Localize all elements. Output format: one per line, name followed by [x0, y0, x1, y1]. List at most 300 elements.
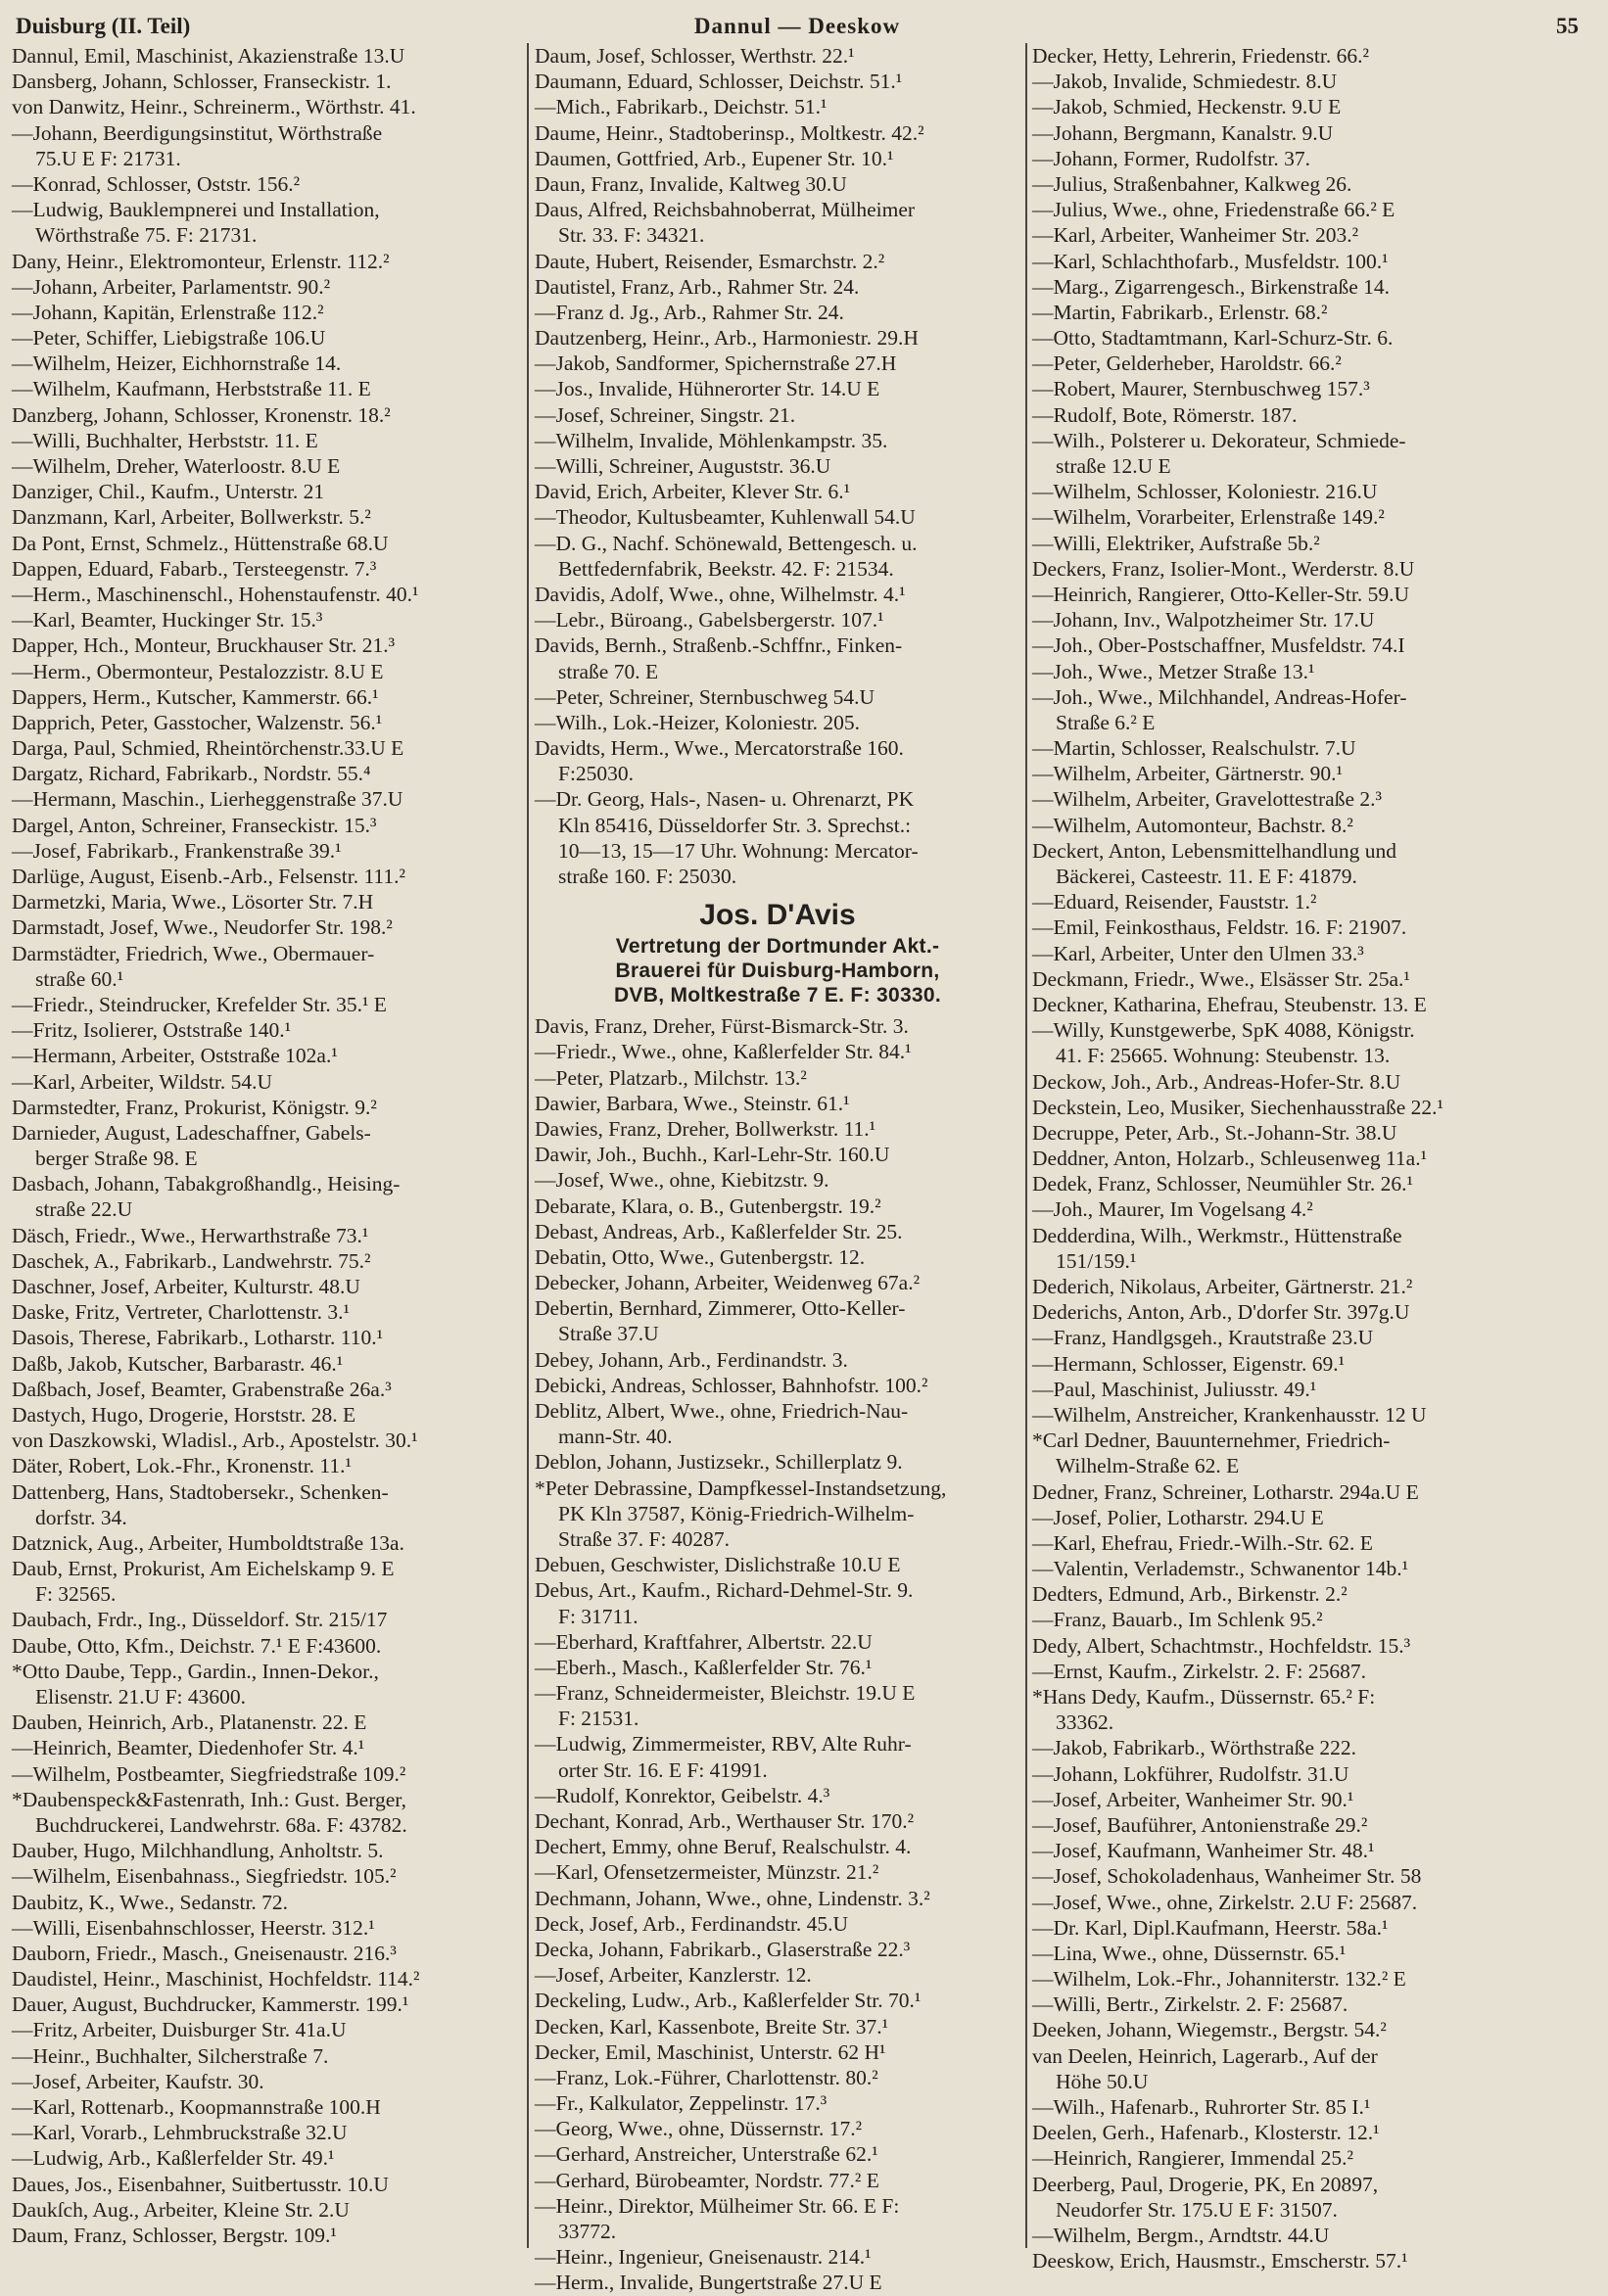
entry-line: —Willi, Bertr., Zirkelstr. 2. F: 25687.	[1032, 1992, 1348, 2017]
entry-line: —Willi, Buchhalter, Herbststr. 11. E	[12, 428, 318, 452]
directory-entry	[1032, 1556, 1598, 1581]
entry-line: Dautzenberg, Heinr., Arb., Harmoniestr. 29.H	[535, 326, 919, 351]
entry-line: Wilhelm-Straße 62. E	[1056, 1454, 1240, 1478]
directory-entry	[1032, 1607, 1598, 1632]
entry-line: Debertin, Bernhard, Zimmerer, Otto-Keller-	[535, 1296, 906, 1321]
directory-entry	[1032, 786, 1598, 812]
directory-entry	[535, 351, 1020, 376]
directory-entry	[535, 1476, 1020, 1553]
entry-line: Deddner, Anton, Holzarb., Schleusenweg 11a.¹	[1032, 1147, 1428, 1171]
directory-entry	[1032, 1684, 1598, 1735]
entry-line: Danzmann, Karl, Arbeiter, Bollwerkstr. 5.²	[12, 505, 371, 530]
entry-line: —Emil, Feinkosthaus, Feldstr. 16. F: 21907.	[1032, 915, 1407, 940]
entry-line: —Johann, Inv., Walpotzheimer Str. 17.U	[1032, 608, 1375, 633]
directory-entry	[535, 1834, 1020, 1859]
directory-entry	[535, 428, 1020, 453]
entry-line: Deckert, Anton, Lebensmittelhandlung und	[1032, 838, 1396, 863]
entry-line: Dappers, Herm., Kutscher, Kammerstr. 66.¹	[12, 684, 379, 709]
directory-entry	[535, 633, 1020, 683]
entry-line: Deblon, Johann, Justizsekr., Schillerplatz 9.	[535, 1450, 903, 1475]
directory-entry	[12, 1223, 523, 1248]
entry-line: —Josef, Kaufmann, Wanheimer Str. 48.¹	[1032, 1839, 1375, 1863]
directory-entry	[12, 1248, 523, 1274]
entry-line: —Jakob, Sandformer, Spichernstraße 27.H	[535, 351, 897, 376]
entry-line: —Heinrich, Rangierer, Immendal 25.²	[1032, 2146, 1353, 2171]
entry-line: —Joh., Wwe., Metzer Straße 13.¹	[1032, 659, 1315, 683]
directory-entry	[12, 2069, 523, 2094]
entry-line: Dansberg, Johann, Schlosser, Franseckistr. 1.	[12, 70, 392, 94]
entry-line: Darmetzki, Maria, Wwe., Lösorter Str. 7.H	[12, 890, 374, 914]
entry-line: Debatin, Otto, Wwe., Gutenbergstr. 12.	[535, 1244, 866, 1269]
column-divider	[527, 43, 529, 2248]
directory-entry	[535, 197, 1020, 248]
entry-line: —Herm., Maschinenschl., Hohenstaufenstr. 40.¹	[12, 582, 419, 606]
directory-entry	[12, 1556, 523, 1607]
entry-line: —Theodor, Kultusbeamter, Kuhlenwall 54.U	[535, 505, 916, 530]
directory-entry	[12, 197, 523, 248]
entry-line: —Lebr., Büroang., Gabelsbergerstr. 107.¹	[535, 608, 884, 633]
directory-entry	[12, 376, 523, 401]
entry-line: —Johann, Former, Rudolfstr. 37.	[1032, 146, 1311, 170]
directory-entry	[1032, 479, 1598, 504]
advertisement-line: Brauerei für Duisburg-Hamborn,	[615, 960, 940, 983]
directory-entry	[12, 2223, 523, 2248]
directory-entry	[535, 607, 1020, 633]
directory-entry	[535, 1091, 1020, 1116]
directory-entry	[1032, 94, 1598, 119]
directory-entry	[1032, 1659, 1598, 1684]
entry-line: Da Pont, Ernst, Schmelz., Hüttenstraße 68.U	[12, 531, 389, 555]
directory-entry	[535, 1629, 1020, 1655]
entry-line: —Gerhard, Anstreicher, Unterstraße 62.¹	[535, 2142, 878, 2167]
directory-entry	[535, 120, 1020, 146]
directory-entry	[12, 1325, 523, 1350]
entry-line: dorfstr. 34.	[35, 1505, 127, 1529]
entry-line: Debey, Johann, Arb., Ferdinandstr. 3.	[535, 1347, 848, 1372]
directory-entry	[1032, 761, 1598, 786]
directory-entry	[535, 531, 1020, 582]
entry-line: —Eberh., Masch., Kaßlerfelder Str. 76.¹	[535, 1655, 873, 1679]
entry-line: 33772.	[558, 2220, 617, 2243]
entry-line: Bäckerei, Casteestr. 11. E F: 41879.	[1056, 865, 1357, 888]
entry-line: Dawir, Joh., Buchh., Karl-Lehr-Str. 160.U	[535, 1143, 890, 1167]
entry-line: Dasbach, Johann, Tabakgroßhandlg., Heising-	[12, 1172, 401, 1196]
entry-line: —Ludwig, Arb., Kaßlerfelder Str. 49.¹	[12, 2146, 335, 2171]
entry-line: Decken, Karl, Kassenbote, Breite Str. 37.¹	[535, 2014, 889, 2038]
directory-entry	[1032, 1223, 1598, 1274]
entry-line: Decker, Hetty, Lehrerin, Friedenstr. 66.²	[1032, 44, 1369, 68]
entry-line: —Eberhard, Kraftfahrer, Albertstr. 22.U	[535, 1629, 873, 1654]
directory-entry	[12, 1530, 523, 1556]
directory-entry	[1032, 1479, 1598, 1505]
directory-entry	[535, 1270, 1020, 1295]
entry-line: —Wilhelm, Postbeamter, Siegfriedstraße 109.²	[12, 1761, 406, 1786]
directory-entry	[535, 2168, 1020, 2193]
directory-entry	[12, 556, 523, 582]
entry-line: Debecker, Johann, Arbeiter, Weidenweg 67a.²	[535, 1271, 921, 1295]
directory-entry	[535, 1219, 1020, 1244]
entry-line: 10—13, 15—17 Uhr. Wohnung: Mercator-	[558, 838, 919, 863]
directory-entry	[535, 1398, 1020, 1449]
entry-line: straße 70. E	[558, 659, 659, 683]
entry-line: Straße 6.² E	[1056, 710, 1156, 734]
entry-line: Darnieder, August, Ladeschaffner, Gabels-	[12, 1120, 371, 1145]
entry-line: Darmstadt, Josef, Wwe., Neudorfer Str. 198.²	[12, 915, 393, 940]
page-number: 55	[1556, 14, 1579, 38]
directory-entry	[1032, 2017, 1598, 2042]
directory-entry	[12, 1299, 523, 1325]
entry-line: —Wilhelm, Invalide, Möhlenkampstr. 35.	[535, 428, 888, 452]
directory-entry	[12, 582, 523, 607]
entry-line: *Carl Dedner, Bauunternehmer, Friedrich-	[1032, 1429, 1391, 1453]
entry-line: —Julius, Wwe., ohne, Friedenstraße 66.² E	[1032, 198, 1395, 222]
entry-line: Dapprich, Peter, Gasstocher, Walzenstr. 56.¹	[12, 710, 383, 734]
directory-entry	[535, 453, 1020, 479]
directory-entry	[1032, 1761, 1598, 1787]
directory-entry	[12, 94, 523, 119]
entry-line: F: 21531.	[558, 1707, 639, 1731]
directory-entry	[535, 249, 1020, 274]
entry-line: Däsch, Friedr., Wwe., Herwarthstraße 73.¹	[12, 1223, 369, 1247]
directory-entry	[535, 1295, 1020, 1346]
directory-entry	[535, 582, 1020, 607]
entry-line: —Eduard, Reisender, Fauststr. 1.²	[1032, 890, 1317, 914]
entry-line: —Gerhard, Bürobeamter, Nordstr. 77.² E	[535, 2168, 879, 2192]
entry-line: —Johann, Bergmann, Kanalstr. 9.U	[1032, 120, 1334, 145]
entry-line: Daun, Franz, Invalide, Kaltweg 30.U	[535, 171, 847, 196]
directory-entry	[535, 300, 1020, 325]
entry-line: —Josef, Arbeiter, Kaufstr. 30.	[12, 2069, 264, 2093]
entry-line: —Wilhelm, Eisenbahnass., Siegfriedstr. 105.²	[12, 1864, 397, 1889]
entry-line: Daube, Otto, Kfm., Deichstr. 7.¹ E F:43600.	[12, 1633, 382, 1658]
directory-entry	[1032, 197, 1598, 222]
directory-entry	[535, 1194, 1020, 1219]
entry-line: —Wilhelm, Bergm., Arndtstr. 44.U	[1032, 2223, 1330, 2247]
entry-line: —Peter, Platzarb., Milchstr. 13.²	[535, 1065, 807, 1090]
entry-line: —Wilhelm, Dreher, Waterloostr. 8.U E	[12, 454, 341, 478]
directory-entry	[535, 1962, 1020, 1988]
entry-line: —Georg, Wwe., ohne, Düssernstr. 17.²	[535, 2117, 863, 2141]
directory-entry	[1032, 1863, 1598, 1889]
directory-entry	[12, 351, 523, 376]
entry-line: Dattenberg, Hans, Stadtobersekr., Schenken-	[12, 1479, 389, 1504]
entry-line: —Josef, Arbeiter, Kanzlerstr. 12.	[535, 1963, 812, 1988]
directory-entry	[535, 325, 1020, 351]
directory-entry	[1032, 146, 1598, 171]
directory-entry	[1032, 1095, 1598, 1120]
directory-entry	[1032, 504, 1598, 530]
directory-entry	[1032, 607, 1598, 633]
directory-entry	[12, 2172, 523, 2197]
entry-line: —Wilh., Hafenarb., Ruhrorter Str. 85 I.¹	[1032, 2095, 1371, 2119]
entry-line: —Mich., Fabrikarb., Deichstr. 51.¹	[535, 95, 828, 119]
directory-column-1	[12, 43, 523, 2248]
entry-line: —Konrad, Schlosser, Oststr. 156.²	[12, 171, 301, 196]
entry-line: —Hermann, Maschin., Lierheggenstraße 37.U	[12, 787, 403, 812]
entry-line: —Lina, Wwe., ohne, Düssernstr. 65.¹	[1032, 1941, 1347, 1965]
directory-entry	[1032, 222, 1598, 248]
directory-entry	[1032, 633, 1598, 658]
entry-line: van Deelen, Heinrich, Lagerarb., Auf der	[1032, 2043, 1378, 2068]
directory-entry	[12, 1120, 523, 1171]
directory-entry	[12, 120, 523, 171]
entry-line: straße 12.U E	[1056, 454, 1171, 478]
directory-entry	[535, 710, 1020, 735]
entry-line: —Peter, Schiffer, Liebigstraße 106.U	[12, 326, 326, 351]
entry-line: —Jos., Invalide, Hühnerorter Str. 14.U E	[535, 377, 880, 401]
directory-entry	[12, 2094, 523, 2120]
entry-line: —Rudolf, Konrektor, Geibelstr. 4.³	[535, 1783, 830, 1807]
entry-line: —Karl, Beamter, Huckinger Str. 15.³	[12, 608, 323, 633]
directory-entry	[12, 941, 523, 992]
directory-entry	[535, 1731, 1020, 1782]
entry-line: —Jakob, Fabrikarb., Wörthstraße 222.	[1032, 1736, 1356, 1760]
directory-entry	[12, 1351, 523, 1377]
directory-entry	[12, 2197, 523, 2223]
entry-line: —Wilhelm, Automonteur, Bachstr. 8.²	[1032, 813, 1353, 837]
entry-line: Dedters, Edmund, Arb., Birkenstr. 2.²	[1032, 1582, 1348, 1607]
entry-line: —Willy, Kunstgewerbe, SpK 4088, Königstr.	[1032, 1018, 1415, 1043]
advertisement-line: DVB, Moltkestraße 7 E. F: 30330.	[613, 984, 942, 1007]
entry-line: —Wilhelm, Heizer, Eichhornstraße 14.	[12, 351, 342, 376]
entry-line: Darlüge, August, Eisenb.-Arb., Felsenstr. 111.²	[12, 865, 405, 888]
entry-line: —Wilhelm, Schlosser, Koloniestr. 216.U	[1032, 480, 1378, 504]
directory-entry	[1032, 120, 1598, 146]
directory-entry	[1032, 813, 1598, 838]
entry-line: —Peter, Gelderheber, Haroldstr. 66.²	[1032, 351, 1342, 376]
entry-line: PK Kln 37587, König-Friedrich-Wilhelm-	[558, 1501, 915, 1525]
directory-entry	[12, 1633, 523, 1659]
entry-line: —Karl, Vorarb., Lehmbruckstraße 32.U	[12, 2121, 348, 2145]
entry-line: —Friedr., Steindrucker, Krefelder Str. 35.¹ E	[12, 992, 387, 1016]
directory-entry	[535, 1039, 1020, 1064]
directory-entry	[1032, 1787, 1598, 1812]
entry-line: —Fritz, Isolierer, Oststraße 140.¹	[12, 1018, 292, 1043]
entry-line: straße 22.U	[35, 1197, 133, 1222]
directory-entry	[535, 735, 1020, 786]
entry-line: Davidis, Adolf, Wwe., ohne, Wilhelmstr. 4.¹	[535, 582, 906, 606]
directory-entry	[12, 1890, 523, 1915]
directory-entry	[535, 69, 1020, 94]
directory-entry	[12, 992, 523, 1017]
column-divider	[1025, 43, 1027, 2248]
directory-entry	[535, 1859, 1020, 1885]
entry-line: Datznick, Aug., Arbeiter, Humboldtstraße 13a.	[12, 1530, 404, 1555]
entry-line: Neudorfer Str. 175.U E F: 31507.	[1056, 2197, 1338, 2222]
entry-line: Kln 85416, Düsseldorfer Str. 3. Sprechst.:	[558, 813, 912, 837]
entry-line: —Franz, Bauarb., Im Schlenk 95.²	[1032, 1608, 1323, 1632]
directory-entry	[1032, 171, 1598, 197]
entry-line: —Johann, Arbeiter, Parlamentstr. 90.²	[12, 274, 331, 299]
directory-entry	[12, 171, 523, 197]
directory-entry	[1032, 1377, 1598, 1402]
directory-entry	[535, 2141, 1020, 2167]
entry-line: —Franz d. Jg., Arb., Rahmer Str. 24.	[535, 300, 844, 324]
directory-entry	[12, 325, 523, 351]
directory-entry	[1032, 684, 1598, 735]
entry-line: —Josef, Wwe., ohne, Kiebitzstr. 9.	[535, 1168, 829, 1193]
directory-entry	[535, 1886, 1020, 1911]
directory-entry	[1032, 1120, 1598, 1146]
entry-line: —Franz, Schneidermeister, Bleichstr. 19.U E	[535, 1681, 916, 1706]
entry-line: —Friedr., Wwe., ohne, Kaßlerfelder Str. 84.¹	[535, 1040, 912, 1064]
entry-line: berger Straße 98. E	[35, 1147, 198, 1171]
entry-line: —Peter, Schreiner, Sternbuschweg 54.U	[535, 684, 875, 709]
directory-entry	[535, 1244, 1020, 1270]
directory-entry	[1032, 1274, 1598, 1299]
entry-line: —Karl, Rottenarb., Koopmannstraße 100.H	[12, 2095, 381, 2119]
entry-line: —Ludwig, Bauklempnerei und Installation,	[12, 198, 380, 222]
directory-entry	[12, 1991, 523, 2017]
entry-line: —Karl, Arbeiter, Wildstr. 54.U	[12, 1069, 272, 1094]
directory-entry	[12, 684, 523, 710]
directory-entry	[12, 504, 523, 530]
entry-line: Deblitz, Albert, Wwe., ohne, Friedrich-Nau-	[535, 1399, 909, 1423]
entry-line: —Franz, Handlgsgeh., Krautstraße 23.U	[1032, 1326, 1374, 1350]
directory-entry	[12, 1966, 523, 1991]
directory-entry	[1032, 1890, 1598, 1915]
directory-entry	[535, 1373, 1020, 1398]
directory-entry	[1032, 1299, 1598, 1325]
directory-entry	[12, 1017, 523, 1043]
entry-line: —Fritz, Arbeiter, Duisburger Str. 41a.U	[12, 2018, 347, 2042]
entry-line: Dappen, Eduard, Fabarb., Tersteegenstr. 7.³	[12, 556, 377, 581]
directory-entry	[1032, 69, 1598, 94]
entry-line: —Dr. Karl, Dipl.Kaufmann, Heerstr. 58a.¹	[1032, 1915, 1389, 1940]
entry-line: —Josef, Schokoladenhaus, Wanheimer Str. 58	[1032, 1864, 1422, 1889]
entry-line: 41. F: 25665. Wohnung: Steubenstr. 13.	[1056, 1044, 1391, 1068]
entry-line: Dawies, Franz, Dreher, Bollwerkstr. 11.¹	[535, 1116, 876, 1141]
directory-entry	[1032, 2094, 1598, 2120]
entry-line: Dapper, Hch., Monteur, Bruckhauser Str. 21.³	[12, 633, 396, 658]
entry-line: —Paul, Maschinist, Juliusstr. 49.¹	[1032, 1377, 1317, 1401]
directory-entry	[535, 1680, 1020, 1731]
directory-entry	[12, 1479, 523, 1530]
directory-entry	[12, 428, 523, 453]
directory-entry	[1032, 531, 1598, 556]
entry-line: —Hermann, Arbeiter, Oststraße 102a.¹	[12, 1044, 338, 1068]
entry-line: 75.U E F: 21731.	[35, 146, 181, 170]
entry-line: Wörthstraße 75. F: 21731.	[35, 223, 258, 248]
directory-entry	[12, 2017, 523, 2042]
entry-line: —Karl, Arbeiter, Unter den Ulmen 33.³	[1032, 941, 1364, 965]
entry-line: Daute, Hubert, Reisender, Esmarchstr. 2.²	[535, 249, 885, 273]
directory-entry	[1032, 2248, 1598, 2273]
directory-entry	[1032, 1530, 1598, 1556]
entry-line: —Rudolf, Bote, Römerstr. 187.	[1032, 402, 1298, 427]
running-head-left: Duisburg (II. Teil)	[16, 14, 191, 38]
directory-entry	[535, 2014, 1020, 2039]
directory-entry	[1032, 659, 1598, 684]
directory-entry	[1032, 1941, 1598, 1966]
entry-line: Deelen, Gerh., Hafenarb., Klosterstr. 12.¹	[1032, 2121, 1380, 2145]
entry-line: Deckers, Franz, Isolier-Mont., Werderstr. 8.U	[1032, 556, 1415, 581]
entry-line: von Daszkowski, Wladisl., Arb., Apostelstr. 30.¹	[12, 1429, 418, 1453]
directory-entry	[535, 1655, 1020, 1680]
entry-line: —Otto, Stadtamtmann, Karl-Schurz-Str. 6.	[1032, 326, 1394, 351]
directory-entry	[12, 1069, 523, 1095]
directory-entry	[1032, 325, 1598, 351]
directory-entry	[1032, 1633, 1598, 1659]
directory-entry	[535, 1988, 1020, 2013]
directory-entry	[12, 607, 523, 633]
directory-entry	[535, 504, 1020, 530]
entry-line: —Wilhelm, Vorarbeiter, Erlenstraße 149.²	[1032, 505, 1385, 530]
entry-line: —Josef, Schreiner, Singstr. 21.	[535, 402, 796, 427]
entry-line: Daub, Ernst, Prokurist, Am Eichelskamp 9. E	[12, 1557, 395, 1581]
entry-line: Daus, Alfred, Reichsbahnoberrat, Mülheimer	[535, 198, 916, 222]
directory-entry	[1032, 1966, 1598, 1991]
entry-line: —Johann, Kapitän, Erlenstraße 112.²	[12, 300, 324, 324]
directory-entry	[535, 1449, 1020, 1475]
entry-line: Deckeling, Ludw., Arb., Kaßlerfelder Str. 70.¹	[535, 1989, 922, 2013]
entry-line: —Karl, Ehefrau, Friedr.-Wilh.-Str. 62. E	[1032, 1530, 1373, 1555]
directory-entry	[12, 1838, 523, 1863]
directory-entry	[1032, 274, 1598, 300]
entry-line: —Wilhelm, Arbeiter, Gravelottestraße 2.³	[1032, 787, 1382, 812]
directory-entry	[535, 1577, 1020, 1628]
entry-line: Davis, Franz, Dreher, Fürst-Bismarck-Str. 3.	[535, 1014, 909, 1039]
directory-entry	[535, 1783, 1020, 1808]
directory-entry	[1032, 1915, 1598, 1941]
directory-entry	[1032, 1017, 1598, 1068]
directory-entry	[1032, 556, 1598, 582]
directory-entry	[12, 1710, 523, 1735]
advertisement-box	[535, 897, 1020, 1007]
directory-entry	[1032, 941, 1598, 966]
entry-line: Dedner, Franz, Schreiner, Lotharstr. 294a.U E	[1032, 1479, 1419, 1504]
entry-line: *Otto Daube, Tepp., Gardin., Innen-Dekor.,	[12, 1659, 379, 1683]
directory-entry	[12, 274, 523, 300]
entry-line: Daum, Franz, Schlosser, Bergstr. 109.¹	[12, 2223, 337, 2247]
directory-entry	[12, 2120, 523, 2145]
entry-line: F: 32565.	[35, 1582, 117, 1607]
directory-entry	[1032, 1146, 1598, 1171]
directory-entry	[1032, 2145, 1598, 2171]
directory-entry	[12, 864, 523, 889]
entry-line: —Heinrich, Beamter, Diedenhofer Str. 4.¹	[12, 1736, 365, 1760]
directory-entry	[1032, 1171, 1598, 1196]
directory-entry	[12, 633, 523, 658]
directory-entry	[1032, 735, 1598, 761]
directory-entry	[535, 1142, 1020, 1167]
page-header	[16, 14, 1579, 47]
entry-line: Deckmann, Friedr., Wwe., Elsässer Str. 25a.¹	[1032, 966, 1410, 991]
entry-line: von Danwitz, Heinr., Schreinerm., Wörthstr. 41.	[12, 95, 416, 119]
entry-line: 151/159.¹	[1056, 1248, 1137, 1273]
entry-line: Daske, Fritz, Vertreter, Charlottenstr. 3.¹	[12, 1300, 350, 1325]
directory-entry	[535, 2116, 1020, 2141]
entry-line: Debuen, Geschwister, Dislichstraße 10.U E	[535, 1553, 901, 1577]
directory-entry	[12, 1941, 523, 1966]
directory-entry	[1032, 1505, 1598, 1530]
directory-entry	[535, 1013, 1020, 1039]
entry-line: Debus, Art., Kaufm., Richard-Dehmel-Str. 9.	[535, 1578, 914, 1603]
directory-entry	[1032, 1991, 1598, 2017]
directory-entry	[1032, 2043, 1598, 2094]
directory-entry	[1032, 351, 1598, 376]
entry-line: mann-Str. 40.	[558, 1425, 673, 1449]
entry-line: —Herm., Invalide, Bungertstraße 27.U E	[535, 2271, 882, 2295]
entry-line: —Heinr., Buchhalter, Silcherstraße 7.	[12, 2043, 329, 2068]
entry-line: —Martin, Schlosser, Realschulstr. 7.U	[1032, 736, 1356, 761]
directory-entry	[535, 786, 1020, 889]
directory-column-2	[535, 43, 1020, 2296]
directory-entry	[535, 1911, 1020, 1937]
directory-entry	[1032, 300, 1598, 325]
directory-entry	[12, 531, 523, 556]
entry-line: Dany, Heinr., Elektromonteur, Erlenstr. 112.²	[12, 249, 390, 273]
